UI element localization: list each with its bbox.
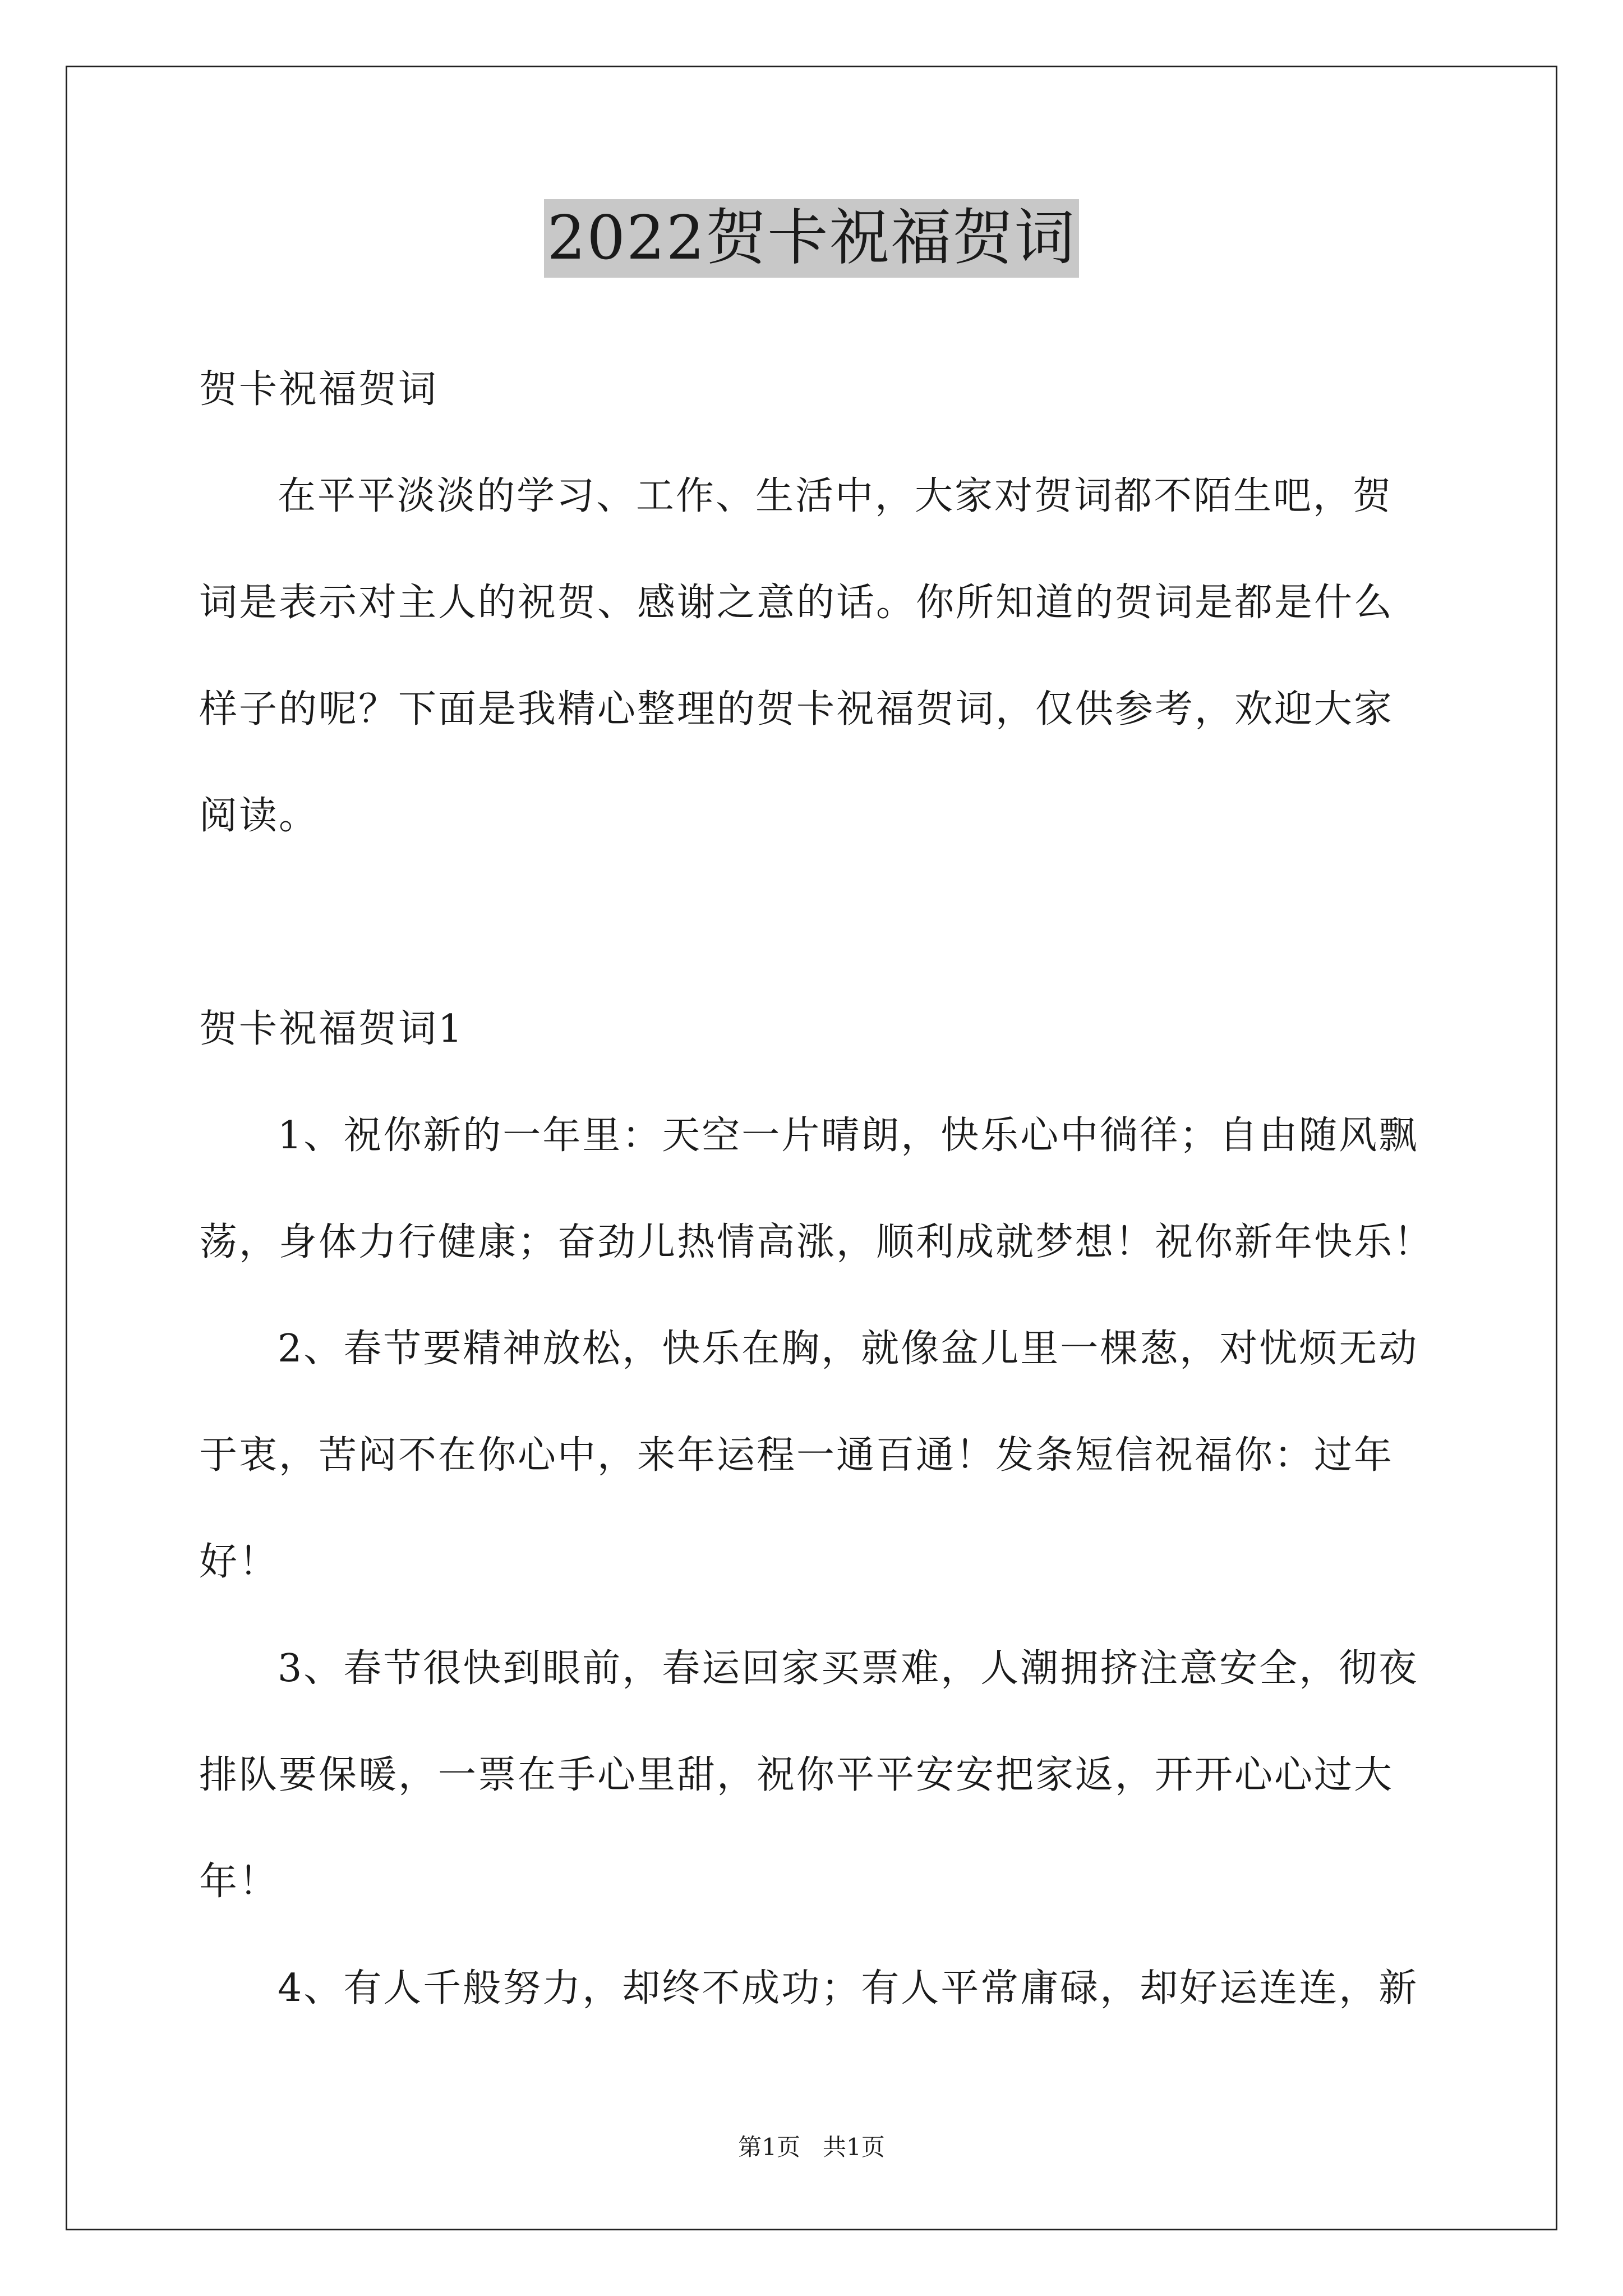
intro-line: 样子的呢？下面是我精心整理的贺卡祝福贺词，仅供参考，欢迎大家 xyxy=(199,687,1394,731)
document-title: 2022贺卡祝福贺词 xyxy=(544,199,1080,278)
item-1-line: 荡，身体力行健康；奋劲儿热情高涨，顺利成就梦想！祝你新年快乐！ xyxy=(199,1220,1434,1264)
item-2-line: 于衷，苦闷不在你心中，来年运程一通百通！发条短信祝福你：过年 xyxy=(199,1433,1394,1478)
item-3-line: 年！ xyxy=(199,1860,279,1904)
item-2-line: 好！ xyxy=(199,1540,279,1584)
intro-line: 在平平淡淡的学习、工作、生活中，大家对贺词都不陌生吧，贺 xyxy=(278,474,1393,518)
item-3-line: 3、春节很快到眼前，春运回家买票难，人潮拥挤注意安全，彻夜 xyxy=(278,1646,1419,1691)
spacer xyxy=(199,869,1433,976)
document-body xyxy=(199,337,1433,2042)
intro-line: 阅读。 xyxy=(199,794,319,838)
item-3-line: 排队要保暖，一票在手心里甜，祝你平平安安把家返，开开心心过大 xyxy=(199,1753,1394,1797)
item-1-line: 1、祝你新的一年里：天空一片晴朗，快乐心中徜徉；自由随风飘 xyxy=(278,1114,1419,1158)
subtitle: 贺卡祝福贺词 xyxy=(199,367,439,412)
section-heading: 贺卡祝福贺词1 xyxy=(199,1007,464,1051)
intro-line: 词是表示对主人的祝贺、感谢之意的话。你所知道的贺词是都是什么 xyxy=(199,581,1394,625)
title-container xyxy=(0,199,1623,278)
item-4-line: 4、有人千般努力，却终不成功；有人平常庸碌，却好运连连，新 xyxy=(278,1966,1419,2010)
page-footer: 第1页 共1页 xyxy=(738,2133,885,2161)
item-2-line: 2、春节要精神放松，快乐在胸，就像盆儿里一棵葱，对忧烦无动 xyxy=(278,1327,1419,1371)
